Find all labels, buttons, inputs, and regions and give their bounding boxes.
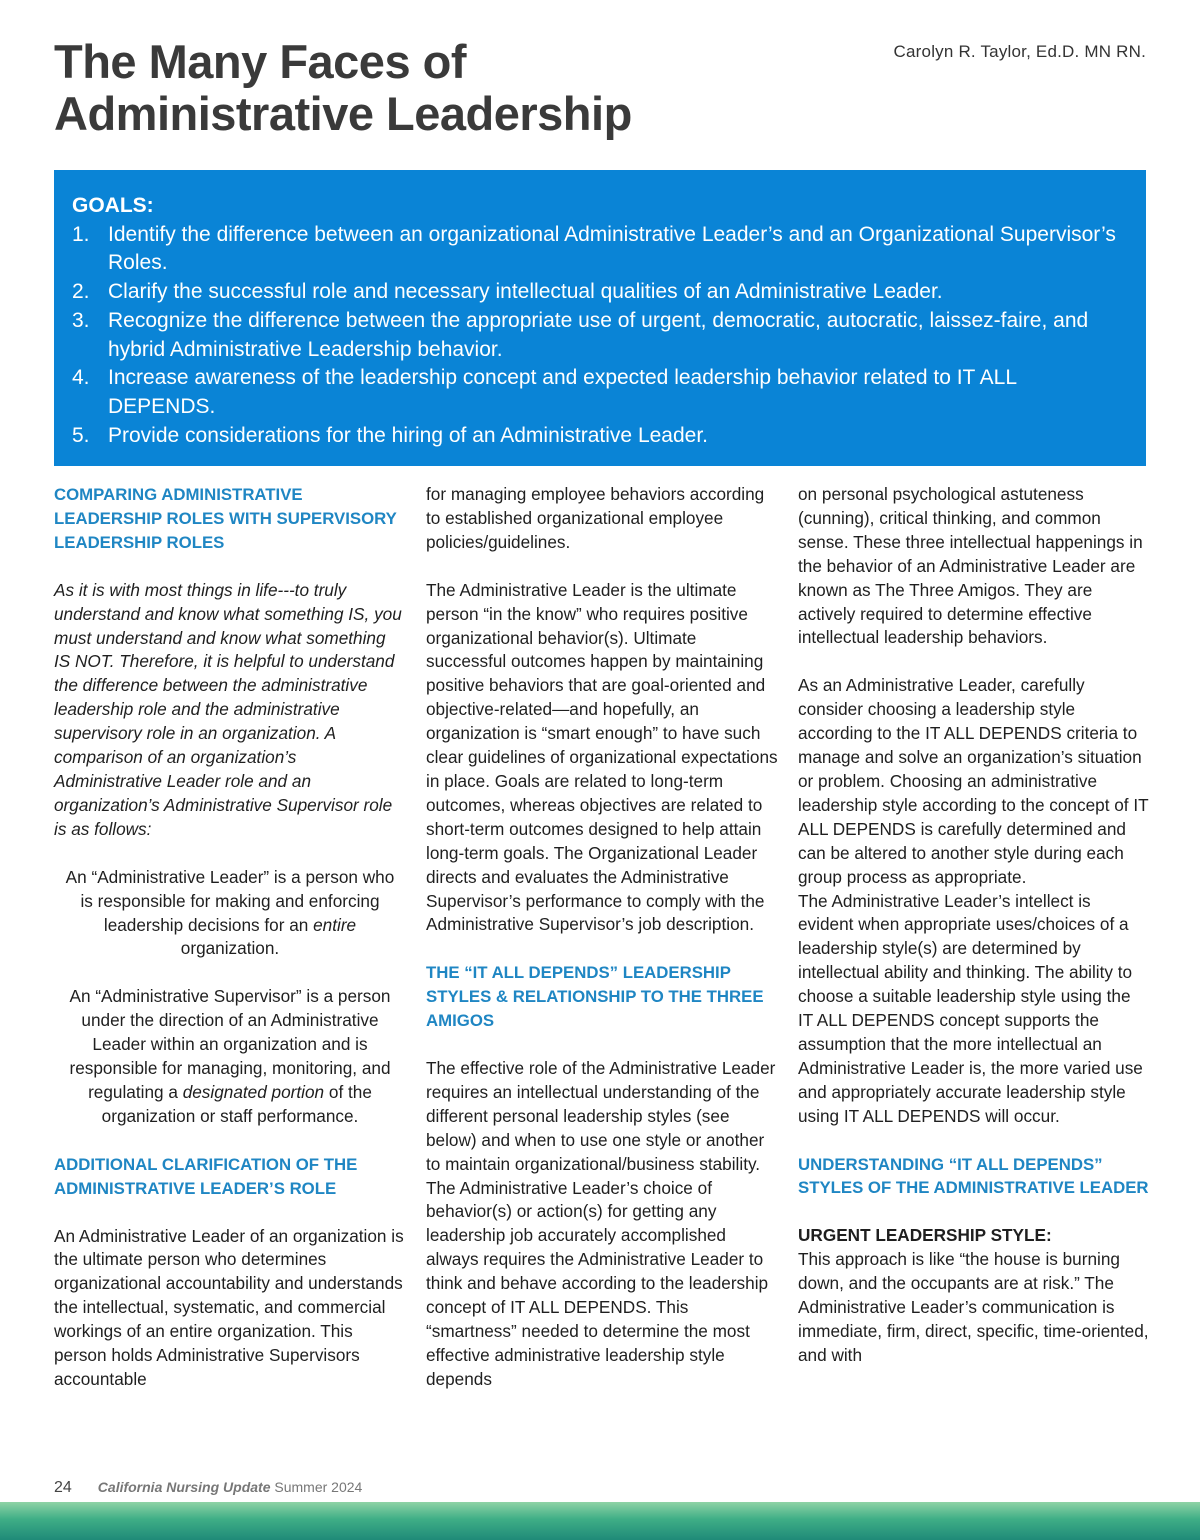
body-paragraph: on personal psychological astuteness (cunning), critical thinking, and common sense. These three intellectual happenings in the behavior of an Administrative Leader are known as The Three Amigos. They are actively required to determine effective intellectual leadership behaviors. bbox=[798, 484, 1143, 648]
goal-number: 1. bbox=[72, 222, 90, 246]
goal-text: Recognize the difference between the appropriate use of urgent, democratic, autocratic, laissez-faire, and hybrid Administrative Leadership behavior. bbox=[108, 308, 1089, 361]
urgent-style-paragraph bbox=[798, 1224, 1150, 1367]
goal-number: 4. bbox=[72, 366, 90, 390]
goal-item bbox=[72, 364, 1128, 421]
page-footer bbox=[54, 1479, 362, 1497]
issue-date: Summer 2024 bbox=[270, 1479, 363, 1495]
definition-emphasis: designated portion bbox=[182, 1081, 325, 1102]
definition-administrative-leader bbox=[54, 866, 406, 962]
title-line-2: Administrative Leadership bbox=[54, 87, 632, 140]
column-1 bbox=[54, 483, 406, 1392]
goal-text: Identify the difference between an organizational Administrative Leader’s and an Organizational Supervisor’s Roles. bbox=[108, 222, 1116, 275]
goals-list bbox=[72, 221, 1128, 451]
section-heading-comparing-roles: COMPARING ADMINISTRATIVE LEADERSHIP ROLES WITH SUPERVISORY LEADERSHIP ROLES bbox=[54, 485, 397, 552]
goals-heading: GOALS: bbox=[72, 194, 154, 217]
intro-paragraph: As it is with most things in life---to truly understand and know what something IS, you must understand and know what something IS NOT. Therefore, it is helpful to understand the difference between the administrative leadership role and the administrative supervisory role in an organization. A comparison of an organization’s Administrative Leader role and an organization’s Administrative Supervisor role is as follows: bbox=[54, 579, 402, 839]
definition-text: of the organization or staff performance. bbox=[101, 1081, 372, 1126]
section-heading-understanding-styles: UNDERSTANDING “IT ALL DEPENDS” STYLES OF THE ADMINISTRATIVE LEADER bbox=[798, 1154, 1149, 1198]
column-2 bbox=[426, 483, 778, 1392]
goal-number: 3. bbox=[72, 308, 90, 332]
page-number: 24 bbox=[54, 1479, 72, 1496]
goal-number: 2. bbox=[72, 280, 90, 304]
page-title bbox=[54, 36, 632, 140]
subheading-urgent-style: URGENT LEADERSHIP STYLE: bbox=[798, 1225, 1052, 1246]
body-text: This approach is like “the house is burning down, and the occupants are at risk.” The Administrative Leader’s communication is immediate, firm, direct, specific, time-oriented, and with bbox=[798, 1249, 1149, 1365]
definition-text: An “Administrative Leader” is a person who is responsible for making and enforcing leadership decisions for an bbox=[65, 866, 395, 935]
goal-item bbox=[72, 307, 1128, 364]
section-heading-it-all-depends: THE “IT ALL DEPENDS” LEADERSHIP STYLES & RELATIONSHIP TO THE THREE AMIGOS bbox=[426, 963, 764, 1031]
goal-item bbox=[72, 278, 1128, 307]
goals-box bbox=[54, 170, 1146, 466]
section-heading-additional-clarification: ADDITIONAL CLARIFICATION OF THE ADMINISTRATIVE LEADER’S ROLE bbox=[54, 1154, 358, 1198]
body-paragraph: The Administrative Leader is the ultimate person “in the know” who requires positive organizational behavior(s). Ultimate successful outcomes happen by maintaining positive behaviors that are goal-oriented and objective-related—and hopefully, an organization is “smart enough” to have such clear guidelines of organizational expectations in place. Goals are related to long-term outcomes, whereas objectives are related to short-term outcomes designed to help attain long-term goals. The Organizational Leader directs and evaluates the Administrative Supervisor’s performance to comply with the Administrative Supervisor’s job description. bbox=[426, 579, 778, 935]
body-paragraph: The effective role of the Administrative Leader requires an intellectual understanding of the different personal leadership styles (see below) and when to use one style or another to maintain organizational/business stability. The Administrative Leader’s choice of behavior(s) or action(s) for getting any leadership job accurately accomplished always requires the Administrative Leader to think and behave according to the leadership concept of IT ALL DEPENDS. This “smartness” needed to determine the most effective administrative leadership style depends bbox=[426, 1058, 776, 1389]
goal-number: 5. bbox=[72, 423, 90, 447]
footer-gradient-bar bbox=[0, 1502, 1200, 1540]
author-byline: Carolyn R. Taylor, Ed.D. MN RN. bbox=[893, 42, 1146, 61]
goal-text: Clarify the successful role and necessary intellectual qualities of an Administrative Leader. bbox=[108, 280, 943, 304]
body-paragraph: for managing employee behaviors according to established organizational employee policies/guidelines. bbox=[426, 484, 765, 552]
title-line-1: The Many Faces of bbox=[54, 35, 466, 88]
body-paragraph: The Administrative Leader’s intellect is evident when appropriate uses/choices of a leadership style(s) are determined by intellectual ability and thinking. The ability to choose a suitable leadership style using the IT ALL DEPENDS concept supports the assumption that the more intellectual an Administrative Leader is, the more varied use and appropriately accurate leadership style using IT ALL DEPENDS will occur. bbox=[798, 890, 1143, 1126]
column-3 bbox=[798, 483, 1150, 1368]
body-paragraph: As an Administrative Leader, carefully consider choosing a leadership style according to the IT ALL DEPENDS criteria to manage and solve an organization’s situation or problem. Choosing an administrative leadership style according to the concept of IT ALL DEPENDS is carefully determined and can be altered to another style during each group process as appropriate. bbox=[798, 675, 1149, 887]
definition-text: An “Administrative Supervisor” is a person under the direction of an Administrative Leader within an organization and is responsible for managing, monitoring, and regulating a bbox=[69, 986, 391, 1102]
goal-text: Provide considerations for the hiring of an Administrative Leader. bbox=[108, 423, 709, 447]
definition-administrative-supervisor bbox=[54, 985, 406, 1128]
definition-text: organization. bbox=[180, 938, 280, 959]
body-paragraph: An Administrative Leader of an organization is the ultimate person who determines organizational accountability and understands the intellectual, systematic, and commercial workings of an entire organization. This person holds Administrative Supervisors accountable bbox=[54, 1225, 404, 1389]
goal-item bbox=[72, 221, 1128, 278]
publication-name: California Nursing Update bbox=[97, 1479, 271, 1495]
goal-item bbox=[72, 422, 1128, 451]
definition-emphasis: entire bbox=[313, 914, 357, 935]
goal-text: Increase awareness of the leadership concept and expected leadership behavior related to IT ALL DEPENDS. bbox=[108, 366, 1017, 418]
